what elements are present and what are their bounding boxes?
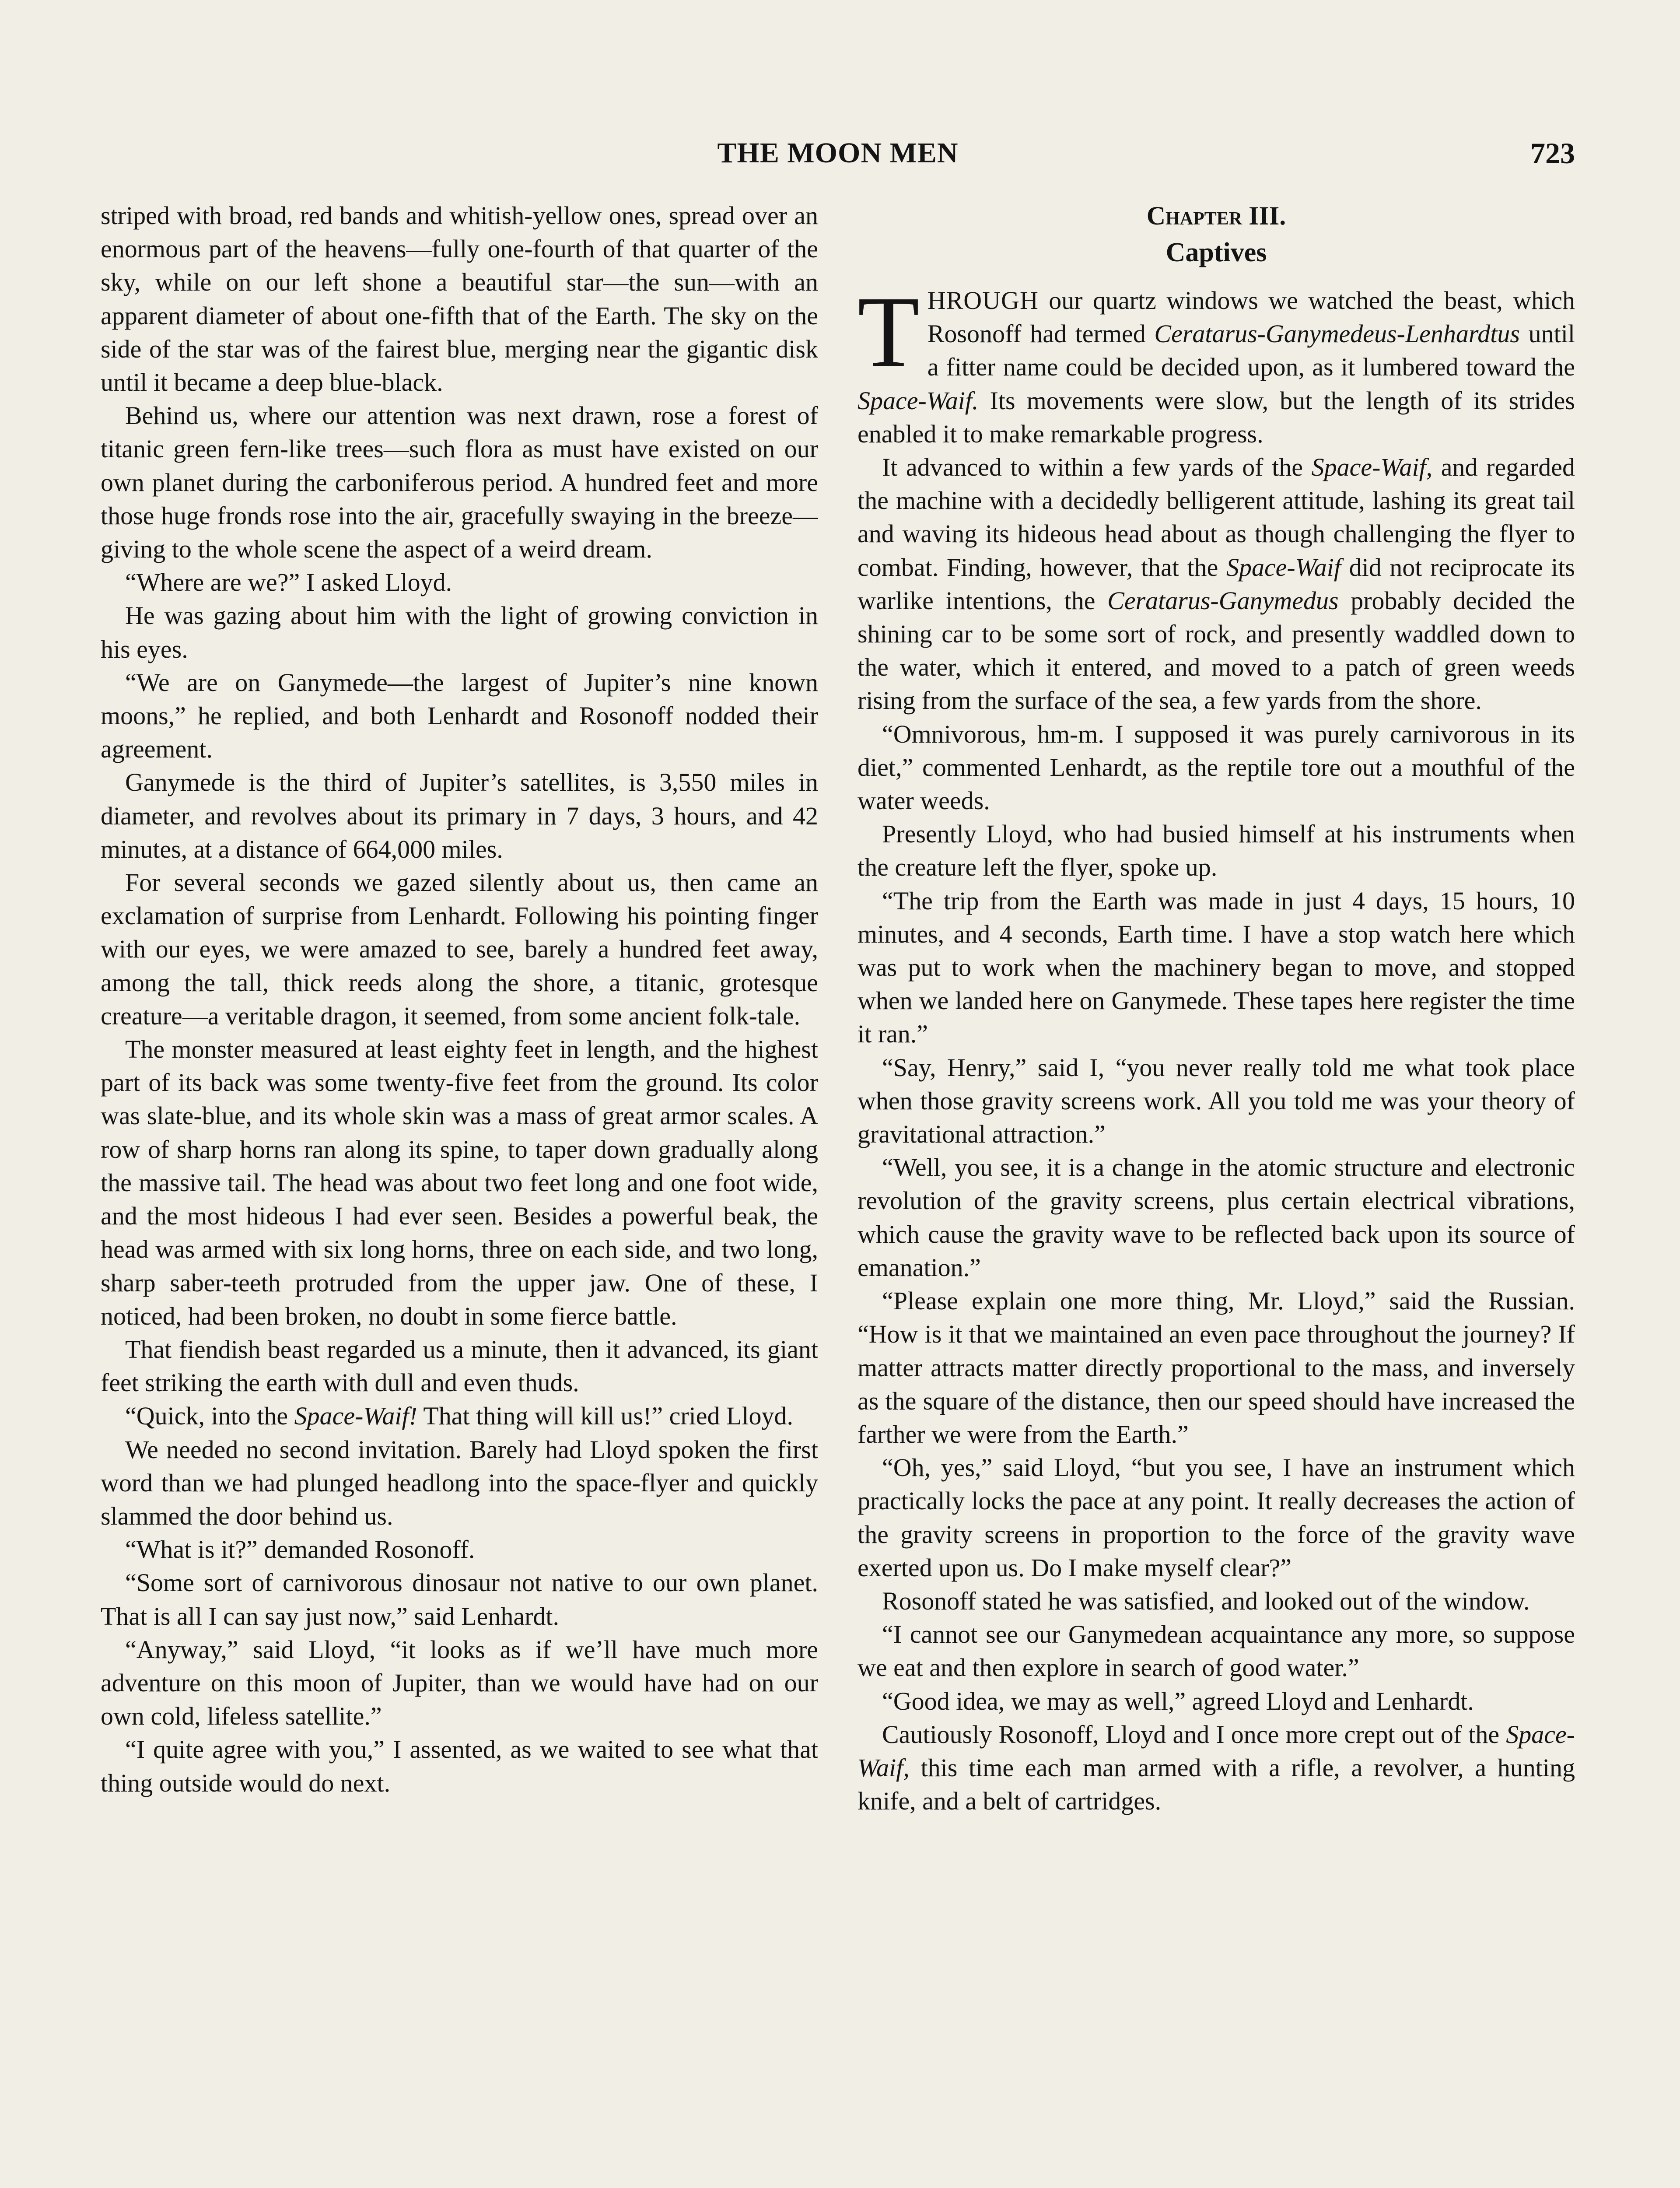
species-name: Ceratarus-Ganymedeus-Lenhardtus bbox=[1154, 319, 1520, 348]
left-column bbox=[101, 199, 818, 2188]
page-header bbox=[101, 131, 1575, 179]
text-run: It advanced to within a few yards of the bbox=[882, 453, 1312, 482]
paragraph: “Oh, yes,” said Lloyd, “but you see, I have an instrument which practically locks the pace at any point. It really decreases the action of the gravity screens in proportion to the force of the gravity wave exerted upon us. Do I make myself clear?” bbox=[858, 1453, 1575, 1582]
lead-word: HROUGH bbox=[927, 286, 1039, 315]
paragraph: “Omnivorous, hm-m. I supposed it was purely carnivorous in its diet,” commented Lenhardt, as the reptile tore out a mouthful of the water weeds. bbox=[858, 719, 1575, 815]
paragraph: That fiendish beast regarded us a minute, then it advanced, its giant feet striking the earth with dull and even thuds. bbox=[101, 1335, 818, 1397]
text-run: “Quick, into the bbox=[125, 1402, 294, 1431]
paragraph bbox=[101, 1399, 818, 1433]
paragraph bbox=[858, 451, 1575, 718]
paragraph: “Good idea, we may as well,” agreed Lloyd and Lenhardt. bbox=[882, 1687, 1474, 1715]
paragraph: He was gazing about him with the light of growing conviction in his eyes. bbox=[101, 601, 818, 663]
drop-cap: T bbox=[858, 276, 920, 388]
ship-name: Space-Waif, bbox=[858, 1720, 1575, 1782]
paragraph bbox=[858, 1718, 1575, 1818]
paragraph: striped with broad, red bands and whitish-yellow ones, spread over an enormous part of the heavens—fully one-fourth of that quarter of the sky, while on our left shone a beautiful star—the sun—with an apparent diameter of about one-fifth that of the Earth. The sky on the side of the star was of the fairest blue, merging near the gigantic disk until it became a deep blue-black. bbox=[101, 201, 818, 397]
species-name: Ceratarus-Ganymedus bbox=[1107, 586, 1339, 615]
paragraph: We needed no second invitation. Barely had Lloyd spoken the first word than we had plunged headlong into the space-flyer and quickly slammed the door behind us. bbox=[101, 1435, 818, 1530]
text-run: our quartz windows we watched the beast, which Rosonoff had termed bbox=[927, 286, 1575, 348]
text-run: That thing will kill us!” cried Lloyd. bbox=[417, 1402, 794, 1431]
paragraph: The monster measured at least eighty feet in length, and the highest part of its back was some twenty-five feet from the ground. Its color was slate-blue, and its whole skin was a mass of great armor scales. A row of sharp horns ran along its spine, to taper down gradually along the massive tail. The head was about two feet long and one foot wide, and the most hideous I had ever seen. Besides a powerful beak, the head was armed with six long horns, three on each side, and two long, sharp saber-teeth protruded from the upper jaw. One of these, I noticed, had been broken, no doubt in some fierce battle. bbox=[101, 1035, 818, 1330]
paragraph: “Please explain one more thing, Mr. Lloyd,” said the Russian. “How is it that we maintained an even pace throughout the journey? If matter attracts matter directly proportional to the mass, and inversely as the square of the distance, then our speed should have increased the farther we were from the Earth.” bbox=[858, 1287, 1575, 1448]
paragraph: “We are on Ganymede—the largest of Jupiter’s nine known moons,” he replied, and both Lenhardt and Rosonoff nodded their agreement. bbox=[101, 668, 818, 764]
paragraph: “Well, you see, it is a change in the atomic structure and electronic revolution of the gravity screens, plus certain electrical vibrations, which cause the gravity wave to be reflected back upon its source of emanation.” bbox=[858, 1153, 1575, 1282]
text-run: Its movements were slow, but the length of its strides enabled it to make remarkable progress. bbox=[858, 386, 1575, 448]
paragraph: “I cannot see our Ganymedean acquaintance any more, so suppose we eat and then explore in search of good water.” bbox=[858, 1620, 1575, 1682]
paragraph: “Where are we?” I asked Lloyd. bbox=[125, 568, 452, 597]
opening-paragraph bbox=[858, 276, 1575, 451]
text-run: until a fitter name could be decided upon, as it lumbered toward the bbox=[927, 319, 1575, 382]
ship-name: Space-Waif, bbox=[1311, 453, 1433, 482]
paragraph: Behind us, where our attention was next drawn, rose a forest of titanic green fern-like trees—such flora as must have existed on our own planet during the carboniferous period. A hundred feet and more those huge fronds rose into the air, gracefully swaying in the breeze—giving to the whole scene the aspect of a weird dream. bbox=[101, 401, 818, 564]
paragraph: For several seconds we gazed silently about us, then came an exclamation of surprise from Lenhardt. Following his pointing finger with our eyes, we were amazed to see, barely a hundred feet away, among the tall, thick reeds along the shore, a titanic, grotesque creature—a veritable dragon, it seemed, from some ancient folk-tale. bbox=[101, 868, 818, 1030]
text-run: did not reciprocate its warlike intentions, the bbox=[858, 553, 1575, 615]
text-run: probably decided the shining car to be some sort of rock, and presently waddled down to the water, which it entered, and moved to a patch of green weeds rising from the surface of the sea, a few yards from the shore. bbox=[858, 586, 1575, 715]
paragraph: “What is it?” demanded Rosonoff. bbox=[125, 1535, 475, 1564]
paragraph: “I quite agree with you,” I assented, as we waited to see what that thing outside would do next. bbox=[101, 1735, 818, 1797]
page-number: 723 bbox=[1530, 137, 1575, 170]
ship-name: Space-Waif! bbox=[294, 1402, 417, 1431]
paragraph: “Some sort of carnivorous dinosaur not native to our own planet. That is all I can say just now,” said Lenhardt. bbox=[101, 1568, 818, 1630]
paragraph: Ganymede is the third of Jupiter’s satellites, is 3,550 miles in diameter, and revolves about its primary in 7 days, 3 hours, and 42 minutes, at a distance of 664,000 miles. bbox=[101, 768, 818, 863]
paragraph: Rosonoff stated he was satisfied, and looked out of the window. bbox=[882, 1586, 1530, 1615]
paragraph: Presently Lloyd, who had busied himself at his instruments when the creature left the flyer, spoke up. bbox=[858, 820, 1575, 882]
ship-name: Space-Waif bbox=[1226, 553, 1341, 582]
text-run: this time each man armed with a rifle, a revolver, a hunting knife, and a belt of cartridges. bbox=[858, 1753, 1575, 1816]
paragraph: “Anyway,” said Lloyd, “it looks as if we’ll have much more adventure on this moon of Jupiter, than we would have had on our own cold, lifeless satellite.” bbox=[101, 1635, 818, 1731]
ship-name: Space-Waif. bbox=[858, 386, 979, 415]
running-title: THE MOON MEN bbox=[717, 137, 959, 169]
right-column bbox=[858, 199, 1575, 2188]
text-run: and regarded the machine with a decidedly belligerent attitude, lashing its great tail and waving its hideous head about as though challenging the flyer to combat. Finding, however, that the bbox=[858, 453, 1575, 582]
paragraph: “The trip from the Earth was made in just 4 days, 15 hours, 10 minutes, and 4 seconds, Earth time. I have a stop watch here which was put to work when the machinery began to move, and stopped when we landed here on Ganymede. These tapes here register the time it ran.” bbox=[858, 886, 1575, 1048]
text-run: Cautiously Rosonoff, Lloyd and I once more crept out of the bbox=[882, 1720, 1506, 1749]
chapter-title: Captives bbox=[1166, 238, 1267, 267]
chapter-label: Chapter III. bbox=[1146, 201, 1286, 230]
paragraph: “Say, Henry,” said I, “you never really told me what took place when those gravity screens work. All you told me was your theory of gravitational attraction.” bbox=[858, 1053, 1575, 1149]
